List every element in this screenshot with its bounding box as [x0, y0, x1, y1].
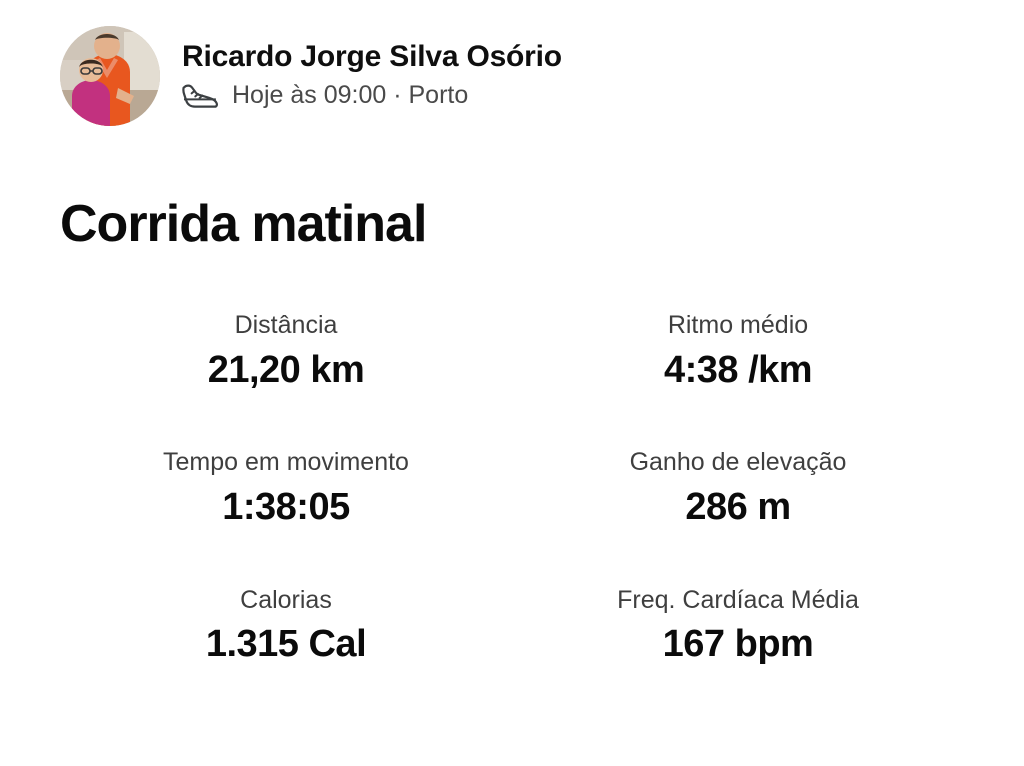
activity-meta-row — [182, 81, 562, 111]
stat-value: 1.315 Cal — [205, 623, 367, 666]
stat-value: 167 bpm — [662, 623, 814, 666]
activity-title: Corrida matinal — [60, 195, 427, 253]
stat-moving-time — [60, 449, 512, 528]
header-text — [182, 26, 562, 111]
author-name[interactable]: Ricardo Jorge Silva Osório — [182, 40, 562, 73]
stat-value: 1:38:05 — [222, 485, 350, 528]
avatar[interactable] — [60, 26, 160, 126]
activity-meta-text: Hoje às 09:00 · Porto — [232, 81, 469, 110]
stat-average-pace — [512, 312, 964, 391]
activity-header — [60, 26, 964, 126]
stat-calories — [60, 587, 512, 666]
stat-label: Ritmo médio — [667, 311, 809, 339]
stat-label: Distância — [234, 311, 338, 339]
stat-average-heart-rate — [512, 587, 964, 666]
stat-value: 286 m — [685, 485, 791, 528]
stat-distance — [60, 312, 512, 391]
stat-value: 21,20 km — [207, 348, 365, 391]
stats-grid — [60, 312, 964, 666]
stat-label: Freq. Cardíaca Média — [617, 585, 859, 614]
stat-value: 4:38 /km — [663, 348, 813, 391]
stat-elevation-gain — [512, 449, 964, 528]
stat-label: Tempo em movimento — [163, 448, 409, 477]
stat-label: Ganho de elevação — [629, 448, 847, 477]
running-shoe-icon — [182, 81, 220, 111]
stat-label: Calorias — [240, 585, 332, 614]
